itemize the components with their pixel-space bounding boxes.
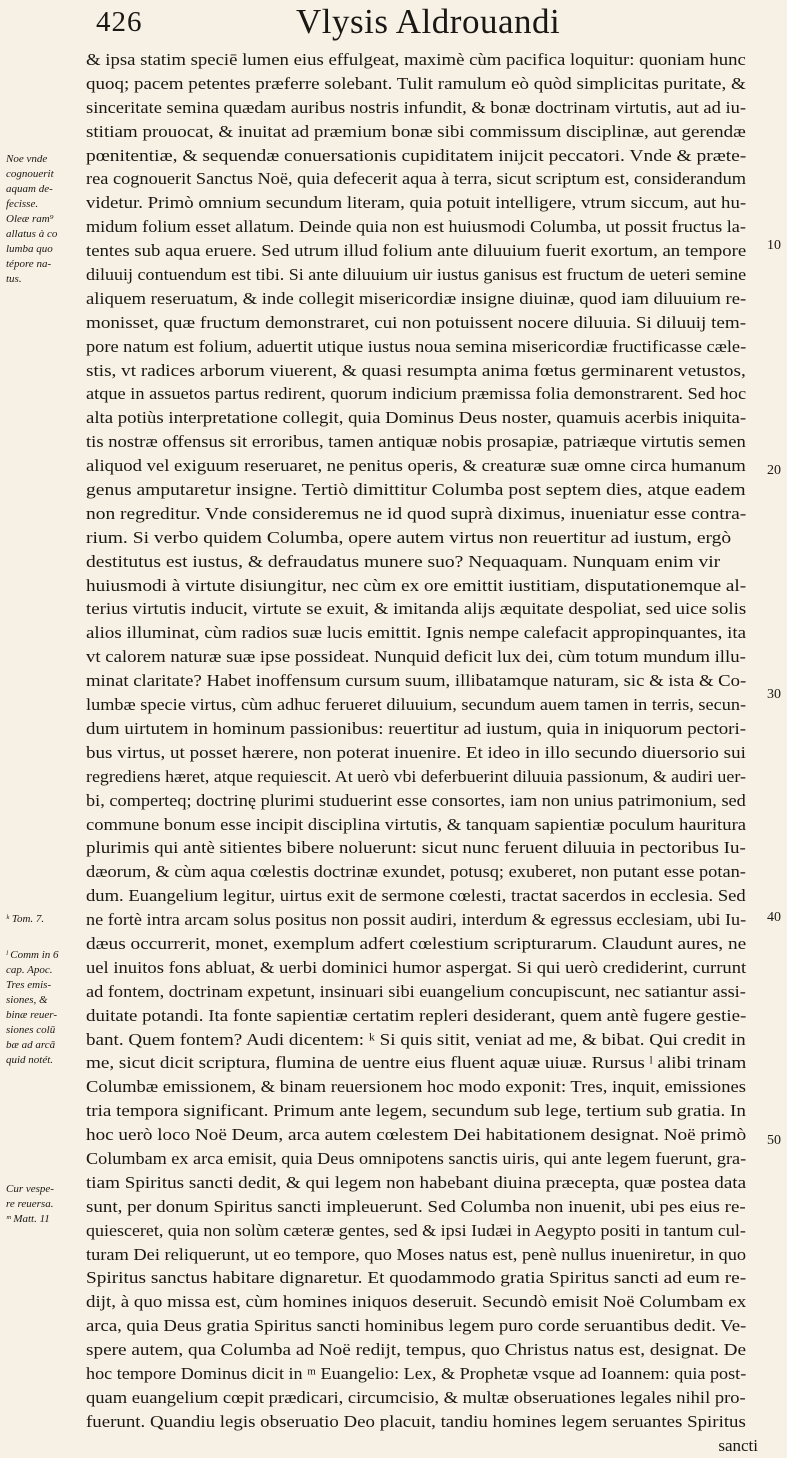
text-line-content: spere autem, qua Columba ad Noë redijt, tempus, quo Christus natus est, designat. De [86, 1340, 747, 1360]
margin-note-line: binæ reuer- [6, 1009, 58, 1021]
text-line [86, 1243, 758, 1267]
text-line [86, 884, 758, 908]
text-line [86, 167, 758, 191]
text-line [86, 908, 758, 932]
text-line-content: arca, quia Deus gratia Spiritus sancti hominibus legem puro corde seruantibus dedit. Ve- [86, 1316, 747, 1336]
margin-note-comm [6, 948, 86, 1068]
text-line [86, 287, 758, 311]
text-line-content: ne fortè intra arcam solus positus non possit audiri, interdum & egressus ecclesiam, ubi Iu- [86, 910, 747, 930]
text-line [86, 478, 758, 502]
text-line-content: commune bonum esse incipit disciplina virtutis, & tanquam sapientiæ poculum hauritura [86, 814, 747, 834]
text-line [86, 836, 758, 860]
text-line-content: diluuij contuendum est tibi. Si ante diluuium uir iustus ganisus est fructum de ueteri semine [86, 265, 747, 285]
text-line-content: uel inuitos fons abluat, & uerbi dominici humor aspergat. Si qui uerò crediderint, currunt [86, 957, 747, 977]
text-line [86, 96, 758, 120]
text-line [86, 956, 758, 980]
text-line-content: monisset, quæ fructum demonstraret, cui non potuissent nocere diluuia. Si diluuij tem- [86, 312, 747, 332]
margin-note-line: tus. [6, 273, 22, 285]
text-line-content: turam Dei reliquerunt, ut eo tempore, quo Moses natus est, penè nullus inueniretur, in quo [86, 1244, 747, 1264]
text-line [86, 550, 758, 574]
text-line [86, 621, 758, 645]
text-line [86, 526, 758, 550]
text-line [86, 1434, 758, 1458]
text-line [86, 765, 758, 789]
text-line-content: fuerunt. Quandiu legis obseruatio Deo placuit, tandiu homines legem seruantes Spiritus [86, 1411, 746, 1431]
text-line [86, 574, 758, 598]
text-line-content: dæorum, & cùm aqua cœlestis doctrinæ exundet, potusq; exuberet, non putant esse potan- [86, 862, 746, 882]
text-line-content: ad fontem, doctrinam expetunt, insinuari sibi euangelium concupiscunt, nec satiantur assi- [86, 981, 746, 1001]
text-line-content: aliquem reseruatum, & inde collegit misericordiæ insigne diuinæ, quod iam diluuium re- [86, 288, 747, 308]
margin-note-line: Oleæ ram⁹ [6, 213, 54, 225]
text-line-content: stitiam prouocat, & inuitat ad præmium bonæ sibi commissum disciplinæ, aut gerendæ [86, 121, 746, 141]
line-number: 10 [767, 238, 781, 253]
text-line [86, 311, 758, 335]
text-line-content: tis nostræ offensus sit erroribus, tamen antiquæ nobis prosapiæ, patriæque virtutis semen [86, 432, 746, 452]
text-line-content: regrediens hæret, atque requiescit. At uerò vbi deferbuerint diluuia passionum, & audiri uer- [86, 766, 746, 786]
text-line-content: & ipsa statim speciē lumen eius effulgeat, maximè cùm pacifica loquitur: quoniam hunc [86, 50, 746, 69]
text-line [86, 1195, 758, 1219]
text-line-content: quoq; pacem petentes præferre solebant. Tulit ramulum eò quòd simplicitas puritate, & [86, 73, 746, 93]
text-line [86, 191, 758, 215]
margin-note-line: siones colū [6, 1024, 56, 1036]
text-line-content: genus amputaretur insigne. Tertiò dimittitur Columba post septem dies, atque eadem [86, 480, 746, 500]
text-line [86, 645, 758, 669]
text-line [86, 980, 758, 1004]
text-line [86, 1266, 758, 1290]
margin-note-vespere [6, 1182, 86, 1227]
text-line-content: quam euangelium cœpit prædicari, circumcisio, & multæ obseruationes legales nihil pro- [86, 1387, 746, 1407]
text-line [86, 813, 758, 837]
margin-note-tom [6, 912, 86, 927]
text-line-content: stis, vt radices arborum viuerent, & quasi resumpta anima fœtus germinarent vetustos, [86, 360, 746, 380]
text-line [86, 717, 758, 741]
text-line [86, 144, 758, 168]
margin-note-line: Noe vnde [6, 153, 48, 165]
text-line [86, 1028, 758, 1052]
body-text [86, 48, 758, 1458]
text-line [86, 72, 758, 96]
margin-note-line: fecisse. [6, 198, 39, 210]
text-line-content: alios illuminat, cùm radios suæ lucis emittit. Ignis nempe calefacit appropinquantes, ita [86, 623, 746, 643]
text-line-content: sinceritate semina quædam auribus nostris infundit, & bonæ doctrinam virtutis, aut ad iu- [86, 97, 747, 117]
text-line-content: rea cognouerit Sanctus Noë, quia defecerit aqua à terra, sicut scriptum est, considerandum [86, 169, 747, 189]
text-line-content: dum uirtutem in hominum passionibus: reuertitur ad iustum, quia in iniquorum pectori- [86, 718, 747, 738]
margin-note-line: aquam de- [6, 183, 53, 195]
text-line [86, 789, 758, 813]
text-line-content: terius virtutis inducit, virtute se exuit, & imitanda alijs æquitate despoliat, sed uice solis [86, 599, 747, 619]
text-line [86, 502, 758, 526]
margin-note-line: re reuersa. [6, 1198, 54, 1210]
page-number: 426 [96, 6, 143, 38]
text-line [86, 1099, 758, 1123]
text-line-content: dijt, à quo missa est, cùm homines iniquos deseruit. Secundò emisit Noë Columbam ex [86, 1292, 747, 1312]
text-line [86, 430, 758, 454]
line-number: 40 [767, 910, 781, 925]
text-line-content: me, sicut dicit scriptura, flumina de uentre eius fluent aquæ uiuæ. Rursus ˡ alibi trinam [86, 1053, 747, 1073]
text-line [86, 1219, 758, 1243]
text-line [86, 406, 758, 430]
text-line-content: huiusmodi à virtute disiungitur, nec cùm ex ore emittit iustitiam, disputationemque al- [86, 575, 747, 595]
text-line-content: sancti [718, 1435, 758, 1455]
line-number: 50 [767, 1133, 781, 1148]
margin-note-line: ᵏ Tom. 7. [6, 913, 45, 925]
text-line [86, 1004, 758, 1028]
text-line-content: bi, comperteq; doctrinę plurimi studuerint esse consortes, iam non unius patrimonium, sed [86, 790, 746, 810]
text-line-content: tria tempora significant. Primum ante legem, secundum sub lege, tertium sub gratia. In [86, 1101, 746, 1121]
text-line-content: pore natum est folium, aduertit utique iustus noua semina misericordiæ fructificasse cæle- [86, 336, 747, 356]
text-line [86, 1386, 758, 1410]
text-line [86, 669, 758, 693]
text-line [86, 1075, 758, 1099]
text-line-content: bus virtus, ut posset hærere, non poterat inuenire. Et ideo in illo secundo diuersorio sui [86, 742, 746, 762]
text-line-content: minat claritate? Habet inoffensum cursum suum, illibatamque naturam, sic & ista & Co- [86, 671, 747, 691]
text-line-content: plurimis qui antè sitientes bibere noluerunt: sicut nunc feruent diluuia in pectoribus Iu- [86, 838, 746, 858]
text-line [86, 1051, 758, 1075]
text-line-content: hoc uerò loco Noë Deum, arca autem cœlestem Dei habitationem designat. Noë primò [86, 1125, 747, 1145]
text-line-content: aliquod vel exiguum reseruaret, ne penitus operis, & creaturæ suæ omne circa humanum [86, 456, 746, 476]
text-line [86, 335, 758, 359]
text-line-content: quiesceret, quia non solùm cæteræ gentes, sed & ipsi Iudæi in Aegypto positi in tantum cul- [86, 1220, 746, 1240]
text-line [86, 239, 758, 263]
text-line [86, 860, 758, 884]
text-line-content: lumbæ specie virtus, cùm adhuc ferueret diluuium, secundum auem tamen in terris, secun- [86, 695, 747, 715]
text-line [86, 1410, 758, 1434]
margin-note-line: ˡ Comm in 6 [6, 949, 59, 961]
margin-note-line: tépore na- [6, 258, 52, 270]
margin-note-line: quid notét. [6, 1054, 54, 1066]
text-line-content: midum folium esset allatum. Deinde quia non est huiusmodi Columba, ut possit fructus la- [86, 217, 746, 237]
text-line-content: atque in assuetos partus redirent, quorum indicium præmissa folia demonstrarent. Sed hoc [86, 384, 747, 404]
text-line [86, 932, 758, 956]
text-line-content: videtur. Primò omnium secundum literam, quia potuit intelligere, vtrum siccum, aut hu- [86, 193, 747, 213]
line-number: 20 [767, 463, 781, 478]
margin-note-line: ᵐ Matt. 11 [6, 1213, 50, 1225]
text-line-content: Spiritus sanctus habitare dignaretur. Et quodammodo gratia Spiritus sancti ad eum re- [86, 1268, 747, 1288]
margin-note-line: siones, & [6, 994, 48, 1006]
text-line [86, 693, 758, 717]
text-line [86, 741, 758, 765]
text-line [86, 1314, 758, 1338]
text-line [86, 359, 758, 383]
text-line-content: Columbam ex arca emisit, quia Deus omnipotens sanctis uiris, qui ante legem fuerunt, gra- [86, 1148, 747, 1168]
text-line [86, 1362, 758, 1386]
text-line-content: destitutus est iustus, & defraudatus munere suo? Nequaquam. Nunquam enim vir [86, 551, 721, 571]
text-line [86, 454, 758, 478]
text-line-content: tiam Spiritus sancti dedit, & qui legem non habebant diuina præcepta, quæ postea data [86, 1172, 747, 1192]
text-line [86, 1290, 758, 1314]
text-line-content: bant. Quem fontem? Audi dicentem: ᵏ Si quis sitit, veniat ad me, & bibat. Qui credit in [86, 1029, 746, 1049]
page-header [0, 0, 787, 44]
text-line [86, 263, 758, 287]
text-line-content: pœnitentiæ, & sequendæ conuersationis cupiditatem inijcit peccatori. Vnde & præte- [86, 145, 747, 165]
margin-note-line: cap. Apoc. [6, 964, 53, 976]
text-line [86, 1123, 758, 1147]
margin-note-line: cognouerit [6, 168, 54, 180]
text-line [86, 1171, 758, 1195]
text-line-content: duitate potandi. Ita fonte sapientiæ certatim repleri desiderant, quem antè fugere gestie- [86, 1005, 747, 1025]
text-line [86, 1147, 758, 1171]
text-line [86, 382, 758, 406]
text-line-content: dum. Euangelium legitur, uirtus exit de sermone cœlesti, tractat sacerdos in ecclesia. Sed [86, 886, 746, 906]
text-line [86, 48, 758, 72]
text-line [86, 597, 758, 621]
text-line-content: non regreditur. Vnde consideremus ne id quod suprà diximus, inueniatur esse contra- [86, 503, 747, 523]
margin-note-line: Cur vespe- [6, 1183, 54, 1195]
margin-note-noe [6, 152, 86, 287]
text-line-content: tentes sub aqua eruere. Sed utrum illud folium ante diluuium fuerit exortum, an tempore [86, 241, 747, 261]
running-head: Vlysis Aldrouandi [296, 2, 561, 41]
text-line-content: hoc tempore Dominus dicit in ᵐ Euangelio: Lex, & Prophetæ vsque ad Ioannem: quia post- [86, 1363, 747, 1383]
text-line-content: dæus occurrerit, monet, exemplum adfert cœlestium scripturarum. Claudunt aures, ne [86, 933, 747, 953]
margin-note-line: bæ ad arcā [6, 1039, 56, 1051]
text-line [86, 215, 758, 239]
text-line-content: alta potiùs interpretatione collegit, quia Dominus Deus noster, quamuis acerbis iniquita- [86, 408, 747, 428]
text-line-content: sunt, per donum Spiritus sancti impleuerunt. Sed Columba non inuenit, ubi pes eius re- [86, 1196, 746, 1216]
margin-note-line: Tres emis- [6, 979, 52, 991]
text-line-content: Columbæ emissionem, & binam reuersionem hoc modo exponit: Tres, inquit, emissiones [86, 1077, 746, 1097]
line-number: 30 [767, 687, 781, 702]
text-line [86, 1338, 758, 1362]
margin-note-line: lumba quo [6, 243, 53, 255]
margin-note-line: allatus à co [6, 228, 58, 240]
text-line [86, 120, 758, 144]
text-line-content: vt calorem naturæ suæ ipse possideat. Nunquid deficit lux dei, cùm totum mundum illu- [86, 647, 746, 667]
text-line-content: rium. Si verbo quidem Columba, opere autem virtus non reuertitur ad iustum, ergò [86, 527, 732, 547]
